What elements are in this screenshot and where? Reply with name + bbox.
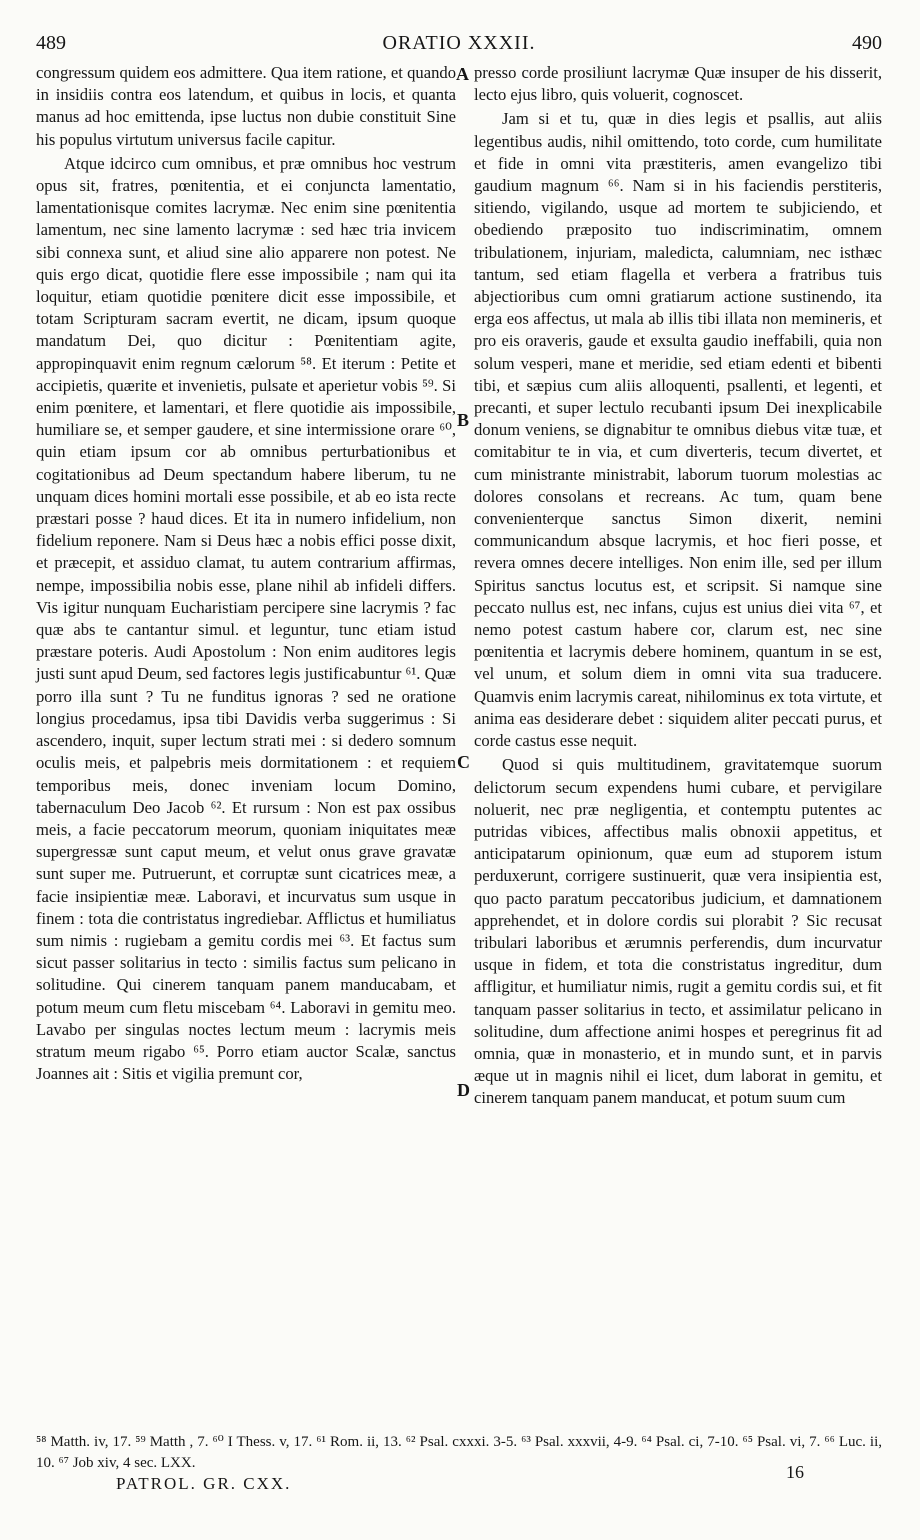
paragraph: Quod si quis multitudinem, gravitatemque suorum delictorum secum expendens humi cubare, et pervigilare noluerit, nec præ negligentia, et contemptu putentes ac putridas vibices, affectibus malis obnoxii appetitus, et anticipatarum opinionum, quæ eum ad stuporem istum perduxerunt, corrigere sustinuerit, quæ vera insipientia est, quo pacto paratum peccatoribus judicium, et damnationem apprehendet, et in dolore cordis sui plorabit ? Sic recusat tribulari laboribus et ærumnis perferendis, dum incurvatur usque in fidem, et tota die constristatus ingreditur, dum affligitur, et humiliatur nimis, rugit a gemitu cordis sui, et fit tanquam passer solitarius in tecto, et assimilatur pelicano in solitudine, dum affectione animi hospes et peregrinus fit ad omnia, quæ in monasterio, et in mundo sunt, et in parvis æque ut in magnis nihil ei licet, dum laborat in gemitu, et cinerem tanquam panem manducat, et potum suum cum [474, 755, 882, 1108]
margin-marker-d: D [457, 1080, 470, 1100]
paragraph: Atque idcirco cum omnibus, et præ omnibus hoc vestrum opus sit, fratres, pœnitentia, et ei conjuncta lamentatio, lamentationisque comites lacrymæ. Nec enim sine pœnitentia lamentum, nec sine lamento lacrymæ : sed hæc tria invicem sibi connexa sunt, et aliud sine alio apparere non potest. Ne quis ergo dicat, quotidie flere esse impossibile ; nam qui ita loquitur, etiam quotidie pœnitere dicit esse impossibile, et totam Scripturam sacram evertit, ne dicam, ipsum quoque mandatum Dei, quo dicitur : Pœnitentiam agite, appropinquavit enim regnum cælorum ⁵⁸. Et iterum : Petite et accipietis, quærite et invenietis, pulsate et aperietur vobis ⁵⁹. Si enim pœnitere, et lamentari, et flere quotidie ais impossibile, humiliare se, et semper gaudere, et sine intermissione orare ⁶⁰, quin etiam ipsum cor ab omnibus perturbationibus et cogitationibus ad Deum spectandum habere liberum, tu ne unquam dices homini mortali esse possibile, et ab eo ista recte præstari posse ? haud dices. Et ita in numero infidelium, non fidelium reponere. Nam si Deus hæc a nobis effici posse dixit, et præcepit, et assiduo clamat, tu autem contrarium affirmas, nempe, impossibilia nobis esse, plane nihil ab infideli differs. Vis igitur nunquam Eucharistiam percipere sine lacrymis ? fac quæ abs te cantantur simul. et leguntur, tunc etiam istud præstare poteris. Audi Apostolum : Non enim auditores legis justi sunt apud Deum, sed factores legis justificabuntur ⁶¹. Quæ porro illa sunt ? Tu ne funditus ignoras ? sed ne oratione longius procedamus, ipsa tibi Davidis verba suggerimus : Si ascendero, inquit, super lectum strati mei : si dedero somnum oculis meis, et palpebris meis dormitationem : et requiem temporibus meis, donec inveniam locum Domino, tabernaculum Deo Jacob ⁶². Et rursum : Non est pax ossibus meis, a facie peccatorum meorum, quoniam iniquitates meæ supergressæ sunt caput meum, et velut onus grave gravatæ sunt super me. Putruerunt, et corruptæ sunt cicatrices meæ, a facie insipientiæ meæ. Laboravi, et incurvatus sum usque in finem : tota die contristatus ingrediebar. Afflictus et humiliatus sum nimis : rugiebam a gemitu cordis mei ⁶³. Et factus sum sicut passer solitarius in tecto : similis factus sum pelicano in solitudine. Qui cinerem tanquam panem manducabam, et potum meum cum fletu miscebam ⁶⁴. Laboravi in gemitu meo. Lavabo per singulas noctes lectum meum : lacrymis meis stratum meum rigabo ⁶⁵. Porro etiam auctor Scalæ, sanctus Joannes ait : Sitis et vigilia premunt cor, [36, 153, 456, 1084]
margin-marker-a: A [456, 64, 469, 84]
page-number-right: 490 [852, 32, 882, 54]
margin-marker-b: B [457, 410, 470, 430]
paragraph: presso corde prosiliunt lacrymæ Quæ insuper de his disserit, lecto ejus libro, quis voluerit, cognoscet. [474, 63, 882, 105]
running-title: ORATIO XXXII. [382, 32, 536, 54]
paragraph: congressum quidem eos admittere. Qua item ratione, et quando in insidiis contra eos latendum, et quibus in locis, et quanta manus ad hoc emittenda, ipse luctus non dubie constituit Sine his populus virtutum universus facile capitur. [36, 63, 456, 149]
printer-signature: PATROL. GR. CXX. [116, 1474, 292, 1493]
page-header [36, 32, 882, 56]
right-column [474, 62, 882, 1110]
paragraph: Jam si et tu, quæ in dies legis et psallis, aut aliis legentibus audis, nihil omittendo, toto corde, cum humilitate et fide in omni vita præstiteris, amen evangelizo tibi gaudium magnum ⁶⁶. Nam si in his faciendis perstiteris, sitiendo, vigilando, usque ad mortem te subjiciendo, et obediendo præposito tuo indiscriminatim, omnem tribulationem, injuriam, maledicta, calumniam, nec isthæc tantum, sed etiam flagella et verbera a fratribus tuis abjectioribus cum omni gratiarum actione sustinendo, ita erga eos affectus, ut mala ab illis tibi illata non memineris, et pro eis oraveris, gaude et exsulta gaudio ineffabili, quia non solum vesperi, mane et meridie, sed etiam edenti et bibenti tibi, et sæpius cum aliis alloquenti, psallenti, et legenti, et precanti, et super lectulo recubanti ipsum Dei inexplicabile donum veniens, se dignabitur te omnibus diebus vitæ tuæ, et comitabitur te in via, et cum diverteris, tecum divertet, et cum ministrante ministrabit, laborum tuorum molestias ac dolores consolans et recreans. Ac tum, quam bene convenienterque sanctus Simon dixerit, nemini communicandum absque lacrymis, et hoc fieri posse, et revera omnes decere intelliges. Non enim ille, sed per illum Spiritus sanctus locutus est, et scripsit. Si namque sine peccato nullus est, nec infans, cujus est unius diei vita ⁶⁷, et nemo potest castum habere cor, clarum est, nec sine pœnitentia et lacrymis debere hominem, quantum in se est, vel unum, et solum diem in omni vita sua traducere. Quamvis enim lacrymis careat, nihilominus ex tota virtute, et anima eas desiderare debet : siquidem aliter peccati purus, et corde castus esse nequit. [474, 109, 882, 751]
gathering-number: 16 [786, 1462, 804, 1482]
footnotes: ⁵⁸ Matth. iv, 17. ⁵⁹ Matth , 7. ⁶⁰ I Thess. v, 17. ⁶¹ Rom. ii, 13. ⁶² Psal. cxxxi. 3-5. ⁶³ Psal. xxxvii, 4-9. ⁶⁴ Psal. ci, 7-10. ⁶⁵ Psal. vi, 7. ⁶⁶ Luc. ii, 10. ⁶⁷ Job xiv, 4 sec. LXX. [36, 1434, 882, 1471]
page-number-left: 489 [36, 32, 66, 54]
left-column [36, 62, 456, 1085]
margin-marker-c: C [457, 752, 470, 772]
